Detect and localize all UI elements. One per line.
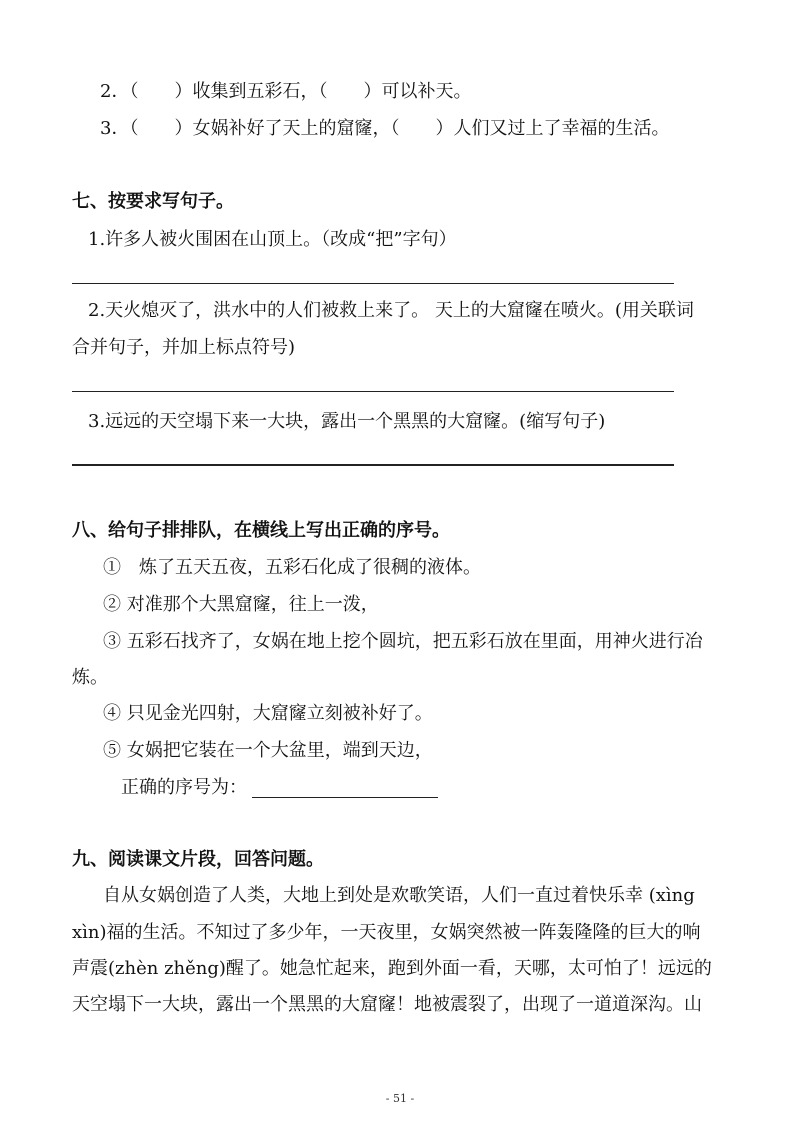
section-8-title: 八、给句子排排队，在横线上写出正确的序号。 [72,520,450,541]
s7-answer-line-1[interactable] [72,283,674,284]
s6-question-3: 3．（ ）女娲补好了天上的窟窿，（ ）人们又过上了幸福的生活。 [100,118,670,139]
s9-passage-line-3: 声震(zhèn zhěng)醒了。她急忙起来，跑到外面一看，天哪，太可怕了！远远的 [72,958,712,979]
s8-answer-label: 正确的序号为： [121,777,247,798]
page-number: - 51 - [385,1092,415,1105]
s7-question-3: 3.远远的天空塌下来一大块，露出一个黑黑的大窟窿。(缩写句子) [88,411,606,432]
s8-item-5: ⑤ 女娲把它装在一个大盆里，端到天边， [103,740,433,761]
section-7-title: 七、按要求写句子。 [72,191,234,212]
s7-answer-line-2[interactable] [72,391,674,392]
s8-item-3-continued: 炼。 [72,667,108,688]
section-9-title: 九、阅读课文片段，回答问题。 [72,849,324,870]
s7-question-1: 1.许多人被火围困在山顶上。（改成“把”字句） [88,229,457,250]
s9-passage-line-1: 自从女娲创造了人类，大地上到处是欢歌笑语，人们一直过着快乐幸 (xìng [103,885,695,906]
s8-item-4: ④ 只见金光四射，大窟窿立刻被补好了。 [103,703,433,724]
s7-question-2-line-1: 2.天火熄灭了，洪水中的人们被救上来了。 天上的大窟窿在喷火。(用关联词 [88,300,694,321]
s9-passage-line-2: xìn)福的生活。不知过了多少年，一天夜里，女娲突然被一阵轰隆隆的巨大的响 [72,922,701,943]
s8-item-1: ① 炼了五天五夜，五彩石化成了很稠的液体。 [103,557,481,578]
s7-answer-line-3[interactable] [72,464,674,466]
s9-passage-line-4: 天空塌下一大块，露出一个黑黑的大窟窿！地被震裂了，出现了一道道深沟。山 [72,994,702,1015]
s8-item-2: ② 对准那个大黑窟窿，往上一泼， [103,594,379,615]
s7-question-2-line-2: 合并句子，并加上标点符号) [72,337,296,358]
s6-question-2: 2．（ ）收集到五彩石，（ ）可以补天。 [100,81,472,102]
s8-item-3: ③ 五彩石找齐了，女娲在地上挖个圆坑，把五彩石放在里面，用神火进行冶 [103,631,703,652]
s8-answer-line[interactable] [252,797,438,798]
